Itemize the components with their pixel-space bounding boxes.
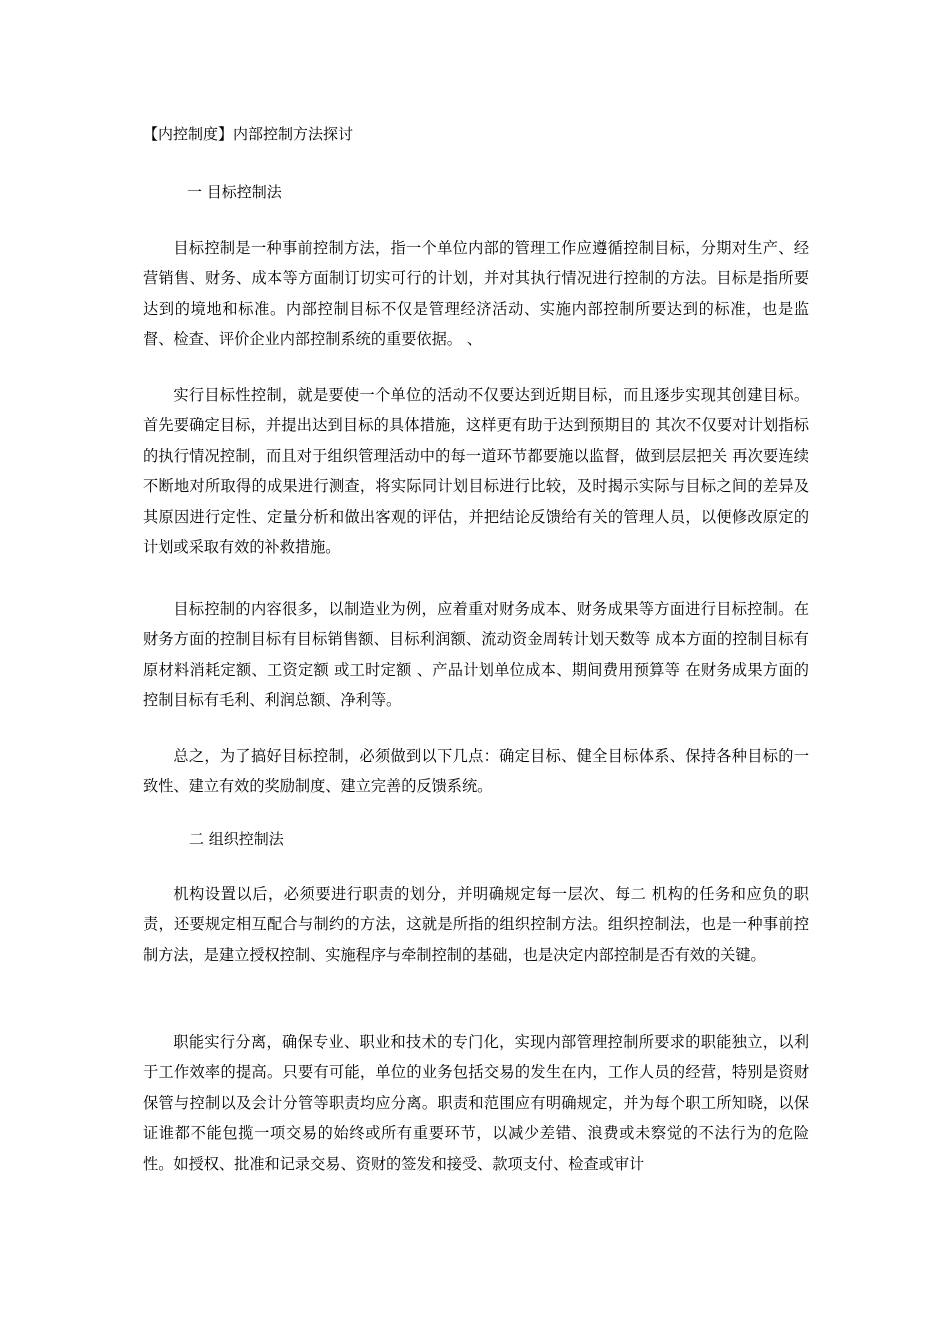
paragraph: 总之，为了搞好目标控制，必须做到以下几点：确定目标、健全目标体系、保持各种目标的一致性、建立有效的奖励制度、建立完善的反馈系统。 (143, 747, 809, 796)
section-heading-organization-control: 二 组织控制法 (189, 830, 284, 848)
paragraph: 职能实行分离，确保专业、职业和技术的专门化，实现内部管理控制所要求的职能独立，以利于工作效率的提高。只要有可能，单位的业务包括交易的发生在内，工作人员的经营，特别是资财保管与控制以及会计分管等职责均应分离。职责和范围应有明确规定，并为每个职工所知晓，以保证谁都不能包揽一项交易的始终或所有重要环节，以减少差错、浪费或未察觉的不法行为的危险性。如授权、批准和记录交易、资财的签发和接受、款项支付、检查或审计 (143, 1033, 809, 1173)
document-title: 【内控制度】内部控制方法探讨 (143, 125, 354, 143)
section-heading-target-control: 一 目标控制法 (187, 183, 282, 201)
paragraph: 目标控制的内容很多，以制造业为例，应着重对财务成本、财务成果等方面进行目标控制。在财务方面的控制目标有目标销售额、目标利润额、流动资金周转计划天数等 成本方面的控制目标有原材料消耗定额、工资定额 或工时定额 、产品计划单位成本、期间费用预算等 在财务成果方面的控制目标有毛利、利润总额、净利等。 (143, 600, 809, 710)
paragraph: 机构设置以后，必须要进行职责的划分，并明确规定每一层次、每二 机构的任务和应负的职责，还要规定相互配合与制约的方法，这就是所指的组织控制方法。组织控制法，也是一种事前控制方法，是建立授权控制、实施程序与牵制控制的基础，也是决定内部控制是否有效的关键。 (143, 885, 809, 964)
paragraph: 实行目标性控制，就是要使一个单位的活动不仅要达到近期目标，而且逐步实现其创建目标。首先要确定目标，并提出达到目标的具体措施，这样更有助于达到预期目的 其次不仅要对计划指标的执行情况控制，而且对于组织管理活动中的每一道环节都要施以监督，做到层层把关 再次要连续不断地对所取得的成果进行测查，将实际同计划目标进行比较，及时揭示实际与目标之间的差异及其原因进行定性、定量分析和做出客观的评估，并把结论反馈给有关的管理人员，以便修改原定的计划或采取有效的补救措施。 (143, 386, 809, 557)
paragraph: 目标控制是一种事前控制方法，指一个单位内部的管理工作应遵循控制目标，分期对生产、经营销售、财务、成本等方面制订切实可行的计划，并对其执行情况进行控制的方法。目标是指所要达到的境地和标准。内部控制目标不仅是管理经济活动、实施内部控制所要达到的标准，也是监督、检查、评价企业内部控制系统的重要依据。 、 (143, 239, 809, 349)
